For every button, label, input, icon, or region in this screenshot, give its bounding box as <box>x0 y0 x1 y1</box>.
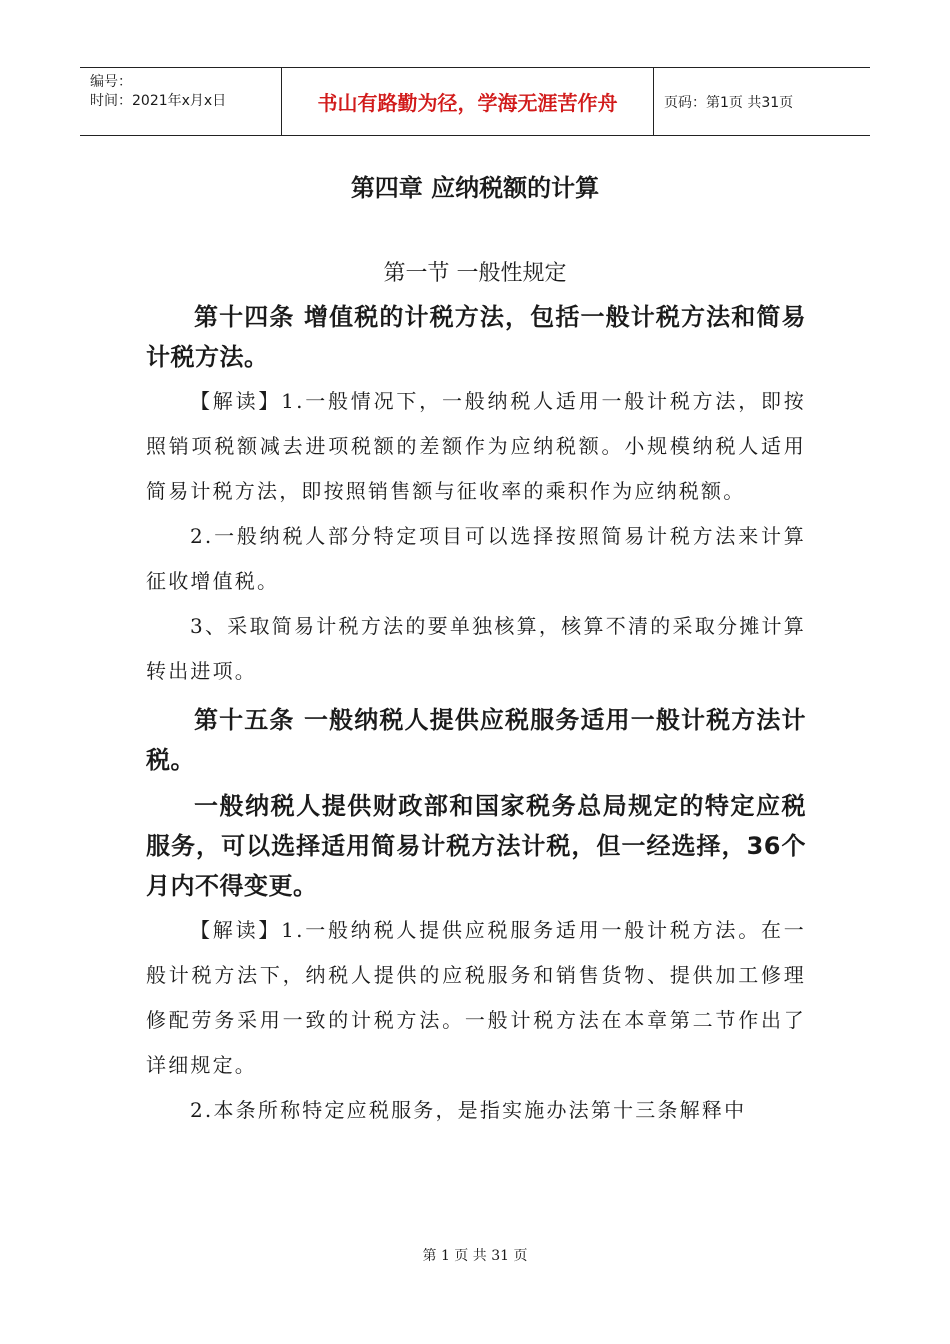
motto-text: 书山有路勤为径，学海无涯苦作舟 <box>317 91 618 115</box>
article-15-paragraph: 一般纳税人提供财政部和国家税务总局规定的特定应税服务，可以选择适用简易计税方法计税，但一经选择，36个月内不得变更。 <box>146 792 806 900</box>
header-meta <box>80 68 282 135</box>
page-footer: 第 1 页 共 31 页 <box>422 1248 528 1264</box>
page-header <box>80 67 870 136</box>
article-14-interpretation-2: 2.一般纳税人部分特定项目可以选择按照简易计税方法来计算征收增值税。 <box>146 524 806 593</box>
header-motto <box>282 68 654 135</box>
header-page-info <box>654 68 870 135</box>
chapter-title: 第四章 应纳税额的计算 <box>350 174 600 202</box>
document-date-label: 时间：2021年x月x日 <box>90 93 227 109</box>
page-info-text: 页码：第1页 共31页 <box>664 94 794 111</box>
article-14-interpretation-1: 【解读】1.一般情况下，一般纳税人适用一般计税方法，即按照销项税额减去进项税额的差额作为应纳税额。小规模纳税人适用简易计税方法，即按照销售额与征收率的乘积作为应纳税额。 <box>146 389 806 503</box>
document-number-label: 编号： <box>90 74 132 90</box>
article-15-interpretation-2: 2.本条所称特定应税服务，是指实施办法第十三条解释中 <box>190 1098 747 1122</box>
article-15-interpretation-1: 【解读】1.一般纳税人提供应税服务适用一般计税方法。在一般计税方法下，纳税人提供的应税服务和销售货物、提供加工修理修配劳务采用一致的计税方法。一般计税方法在本章第二节作出了详细规定。 <box>146 918 806 1077</box>
section-title: 第一节 一般性规定 <box>383 261 567 286</box>
article-14-interpretation-3: 3、采取简易计税方法的要单独核算，核算不清的采取分摊计算转出进项。 <box>146 614 806 683</box>
article-15-heading: 第十五条 一般纳税人提供应税服务适用一般计税方法计税。 <box>146 706 806 774</box>
article-14-heading: 第十四条 增值税的计税方法，包括一般计税方法和简易计税方法。 <box>146 303 806 371</box>
document-body <box>146 297 806 1133</box>
